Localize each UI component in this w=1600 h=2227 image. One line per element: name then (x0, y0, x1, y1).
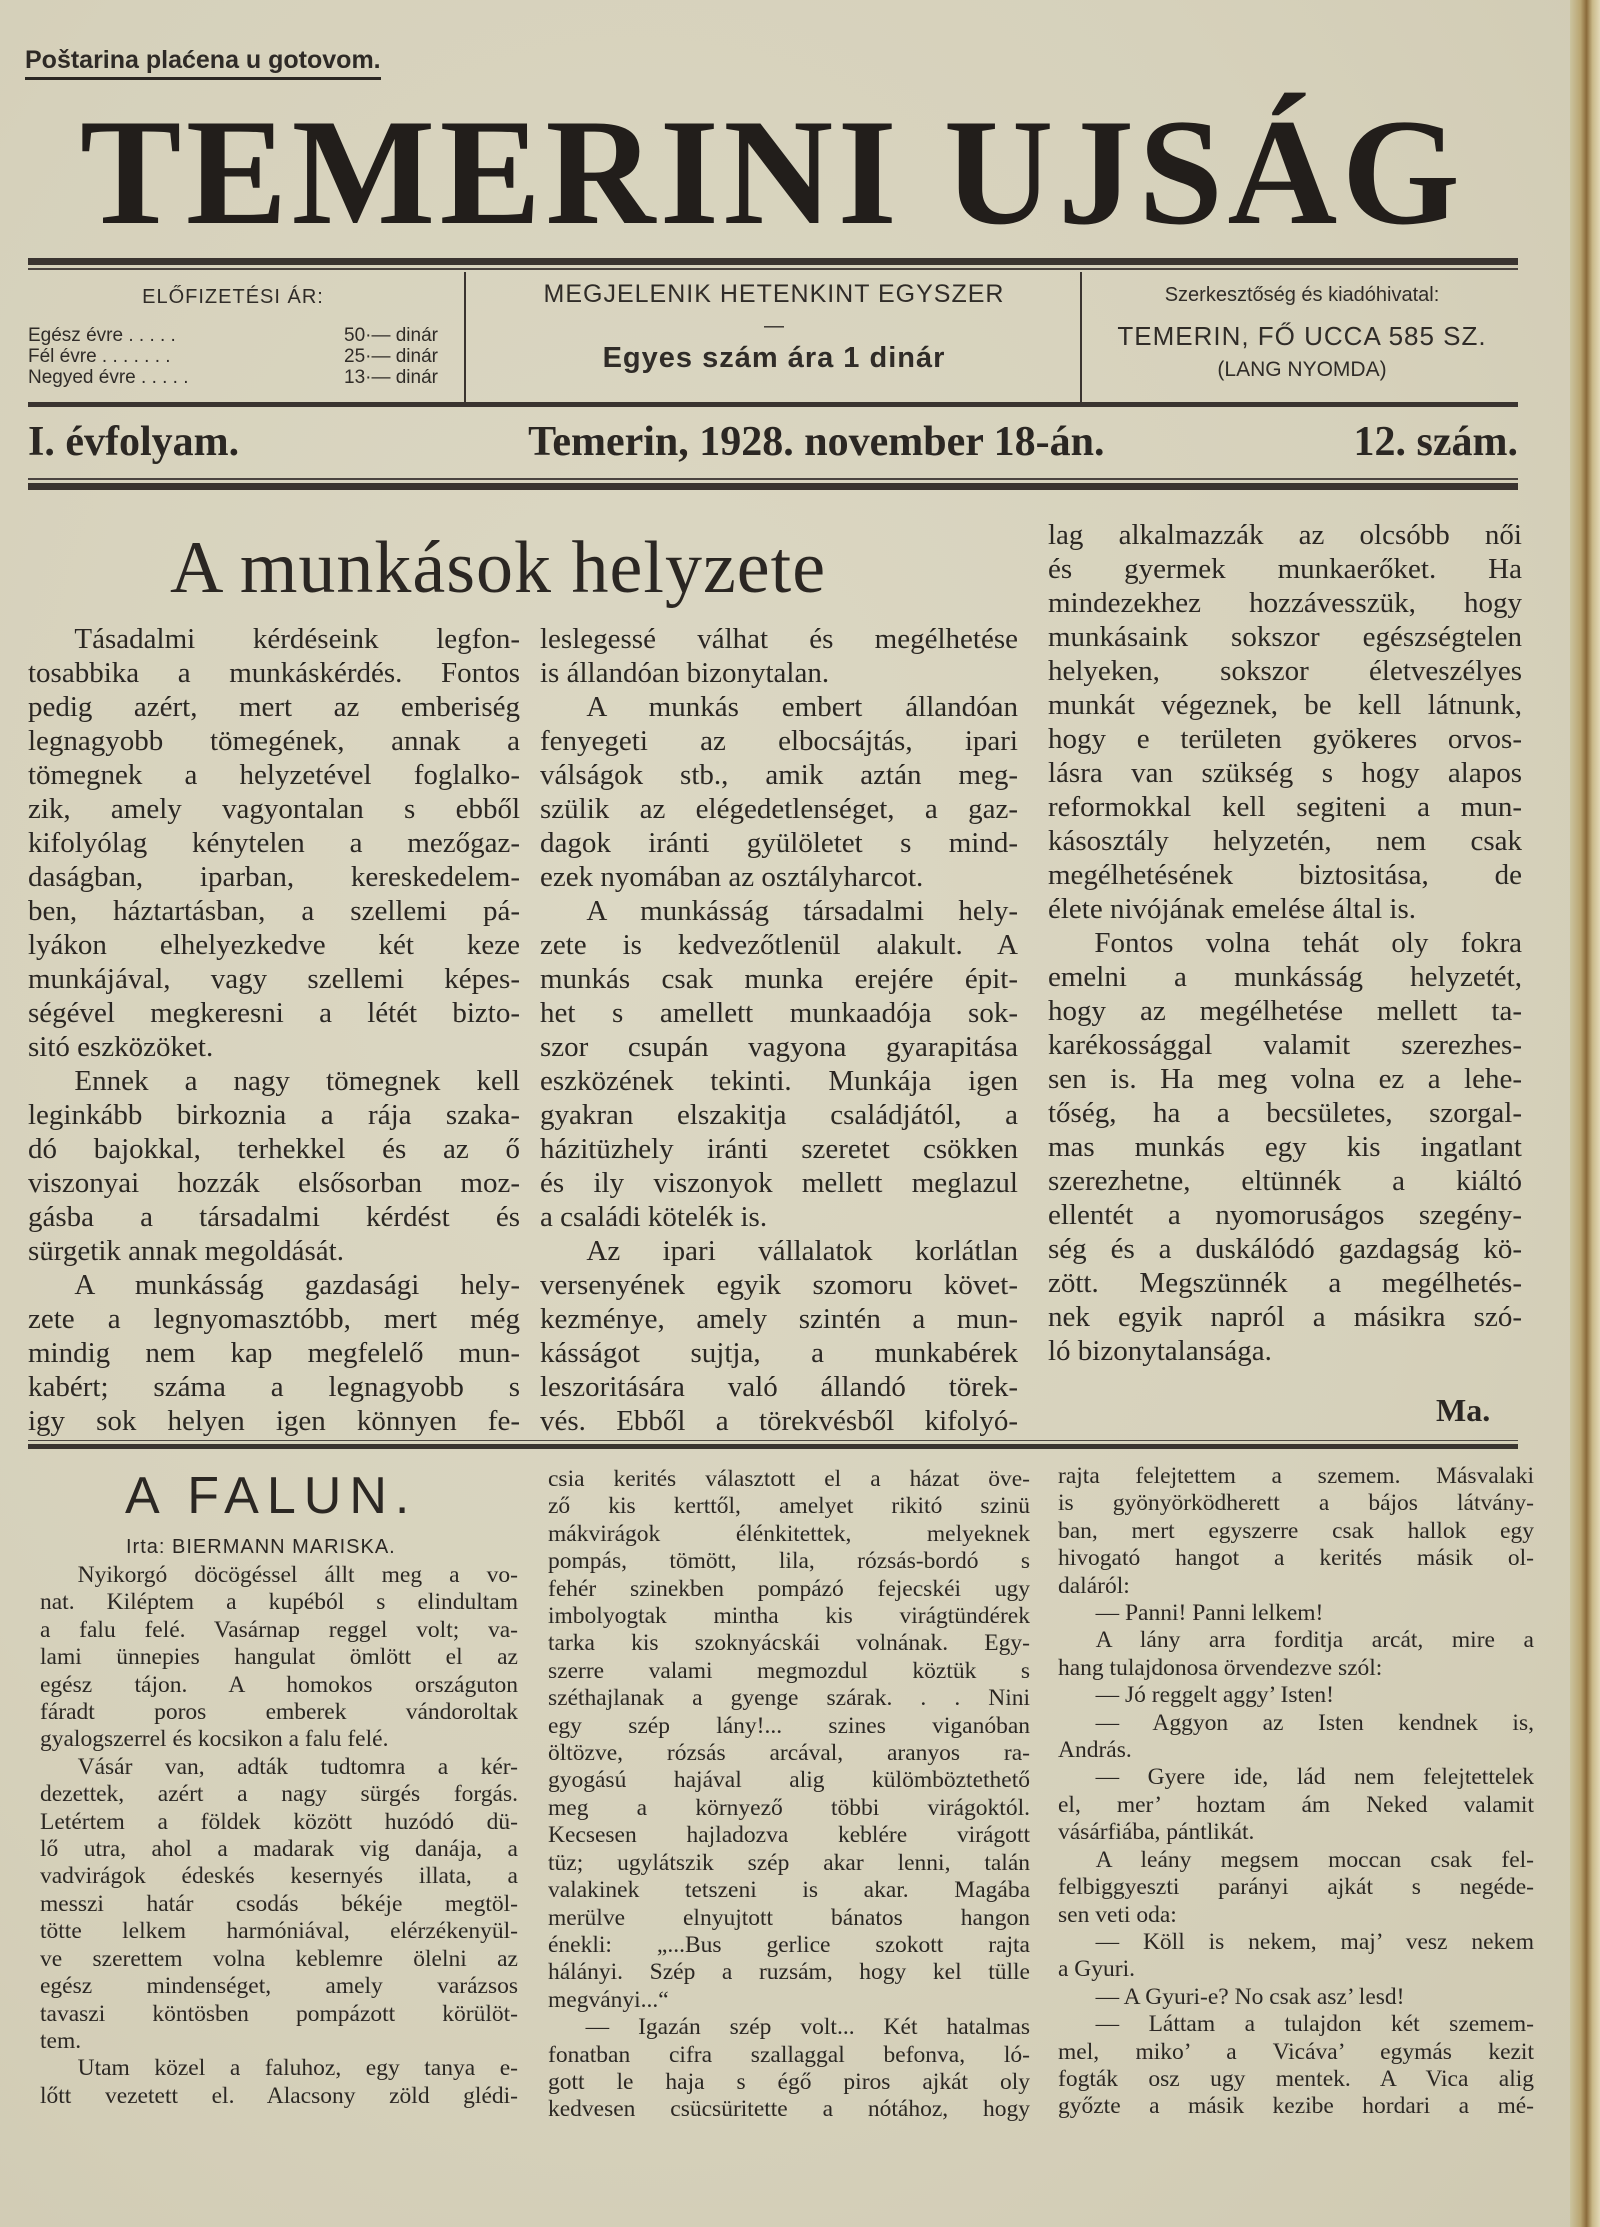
text-line: felbiggyeszti parányi ajkát s negéde- (1058, 1874, 1534, 1901)
text-line: zete is kedvezőtlenül alakult. A (540, 929, 1018, 961)
text-line: mas munkás egy kis ingatlant (1048, 1131, 1522, 1163)
paragraph (40, 2055, 518, 2110)
text-line: nat. Kiléptem a kupéból s elindultam (40, 1589, 518, 1616)
paragraph (1058, 1710, 1534, 1765)
text-line: dagok iránti gyülöletet s mind- (540, 827, 1018, 859)
text-line: tem. (40, 2027, 82, 2054)
text-line: gásba a társadalmi kérdést és (28, 1201, 520, 1233)
text-line: tosabbika a munkáskérdés. Fontos (28, 657, 520, 689)
text-line: a falu felé. Vasárnap reggel volt; va- (40, 1616, 518, 1643)
paragraph (1058, 1627, 1534, 1682)
text-line: valakinek tetszeni is akar. Magába (548, 1877, 1030, 1904)
text-line: fehér szinekben pompázó fejecskéi ugy (548, 1575, 1030, 1602)
text-line: élete nivójának emelése által is. (1048, 893, 1416, 925)
text-line: daságban, iparban, kereskedelem- (28, 861, 520, 893)
text-line: hálányi. Szép a ruzsám, hogy kel tülle (548, 1959, 1030, 1986)
text-line: — Aggyon az Isten kendnek is, (1095, 1709, 1534, 1736)
text-line: a Gyuri. (1058, 1956, 1136, 1983)
text-line: ló bizonytalansága. (1048, 1335, 1272, 1367)
text-line: karékossággal valamit szerezhes- (1048, 1029, 1522, 1061)
text-line: leszoritására való állandó törek- (540, 1371, 1018, 1403)
text-line: munkásaink sokszor egészségtelen (1048, 621, 1522, 653)
masthead-letter: I (837, 88, 897, 256)
text-line: igy sok helyen igen könnyen fe- (28, 1405, 520, 1437)
text-line: tavaszi köntösben pompázott körülöt- (40, 2000, 518, 2027)
text-line: vásárfiába, pántlikát. (1058, 1819, 1255, 1846)
text-line: fáradt poros emberek vándoroltak (40, 1699, 518, 1726)
text-line: ben, háztartásban, a szellemi pá- (28, 895, 520, 927)
text-line: András. (1058, 1737, 1132, 1764)
text-line: kásságot sujtja, a munkabérek (540, 1337, 1018, 1369)
printer-name: (LANG NYOMDA) (1217, 358, 1387, 381)
paragraph (28, 1064, 520, 1268)
text-line: egész tájon. A homokos országuton (40, 1671, 518, 1698)
text-line: — Jó reggelt aggy’ Isten! (1095, 1682, 1335, 1709)
rule-divider (28, 478, 1518, 490)
text-line: eszközének tekinti. Munkája igen (540, 1065, 1018, 1097)
paragraph (1058, 1929, 1534, 1984)
text-line: — Gyere ide, lád nem felejtettelek (1095, 1764, 1534, 1791)
price-row (28, 325, 438, 346)
text-line: és gyermek munkaerőket. Ha (1048, 553, 1522, 585)
masthead-letter: T (80, 88, 182, 256)
price-value: 25·— dinár (344, 346, 438, 367)
text-line: emelni a munkásság helyzetét, (1048, 961, 1522, 993)
text-line: versenyének egyik szomoru követ- (540, 1269, 1018, 1301)
masthead-title (80, 88, 1460, 256)
masthead-letter: S (1138, 88, 1223, 256)
text-line: imbolyogtak mintha kis virágtündérek (548, 1603, 1030, 1630)
text-line: meg a környező többi virágoktól. (548, 1794, 1030, 1821)
price-value: 13·— dinár (344, 367, 438, 388)
paragraph (540, 622, 1018, 690)
price-row (28, 346, 438, 367)
text-line: tarka kis szoknyácskái volnának. Egy- (548, 1630, 1030, 1657)
text-line: — A Gyuri-e? No csak asz’ lesd! (1095, 1983, 1405, 2010)
masthead-letter: E (185, 88, 288, 256)
text-line: egy szép lány!... szines viganóban (548, 1712, 1030, 1739)
text-line: munkát végeznek, be kell látnunk, (1048, 689, 1522, 721)
text-line: ző kis kerttől, amelyet rikitó szinü (548, 1493, 1030, 1520)
text-line: mákvirágok élénkitettek, melyeknek (548, 1520, 1030, 1547)
text-line: is állandóan bizonytalan. (540, 657, 830, 689)
text-line: A lány arra forditja arcát, mire a (1095, 1627, 1534, 1654)
masthead-letter: R (545, 88, 656, 256)
text-line: fonatban cifra szallaggal befonva, ló- (548, 2041, 1030, 2068)
text-line: munkás csak munka erejére épit- (540, 963, 1018, 995)
masthead-letter: E (439, 88, 542, 256)
text-line: dó bajokkal, terhekkel és az ő (28, 1133, 520, 1165)
masthead-letter (901, 92, 939, 252)
text-line: lami ünnepies hangulat ömlött el az (40, 1644, 518, 1671)
text-line: kedvesen csücsüritette a nótához, hogy (548, 2096, 1030, 2123)
article-signature: Ma. (1436, 1392, 1491, 1428)
text-line: munkájával, vagy szellemi képes- (28, 963, 520, 995)
text-line: kabért; száma a legnagyobb s (28, 1371, 520, 1403)
office-info (1084, 284, 1520, 382)
paragraph (540, 894, 1018, 1234)
single-price: Egyes szám ára 1 dinár (602, 342, 946, 374)
rule-divider (28, 1440, 1518, 1449)
paragraph (548, 2014, 1030, 2124)
text-line: mindezekhez hozzávesszük, hogy (1048, 587, 1522, 619)
paragraph (40, 1754, 518, 2055)
article-column (540, 622, 1018, 1438)
text-line: fenyegeti az elbocsájtás, ipari (540, 725, 1018, 757)
paragraph (540, 690, 1018, 894)
text-line: öltözve, rózsás arcával, aranyos ra- (548, 1740, 1030, 1767)
text-line: vés. Ebből a törekvésből kifolyó- (540, 1405, 1018, 1437)
text-line: ezek nyomában az osztályharcot. (540, 861, 924, 893)
subscription-heading: ELŐFIZETÉSI ÁR: (142, 286, 324, 308)
text-line: legnagyobb tömegének, annak a (28, 725, 520, 757)
text-line: tömegnek a helyzetével foglalko- (28, 759, 520, 791)
text-line: Az ipari vállalatok korlátlan (586, 1235, 1018, 1267)
text-line: reformokkal kell segiteni a mun- (1048, 791, 1522, 823)
text-line: Tásadalmi kérdéseink legfon- (74, 623, 520, 655)
rule-divider (28, 402, 1518, 407)
text-line: sen is. Ha meg volna ez a lehe- (1048, 1063, 1522, 1095)
text-line: szerre valami megmozdul köztük s (548, 1657, 1030, 1684)
text-line: ség és a duskálódó gazdagság kö- (1048, 1233, 1522, 1265)
paragraph (1058, 1463, 1534, 1600)
article-column (1048, 518, 1522, 1368)
paragraph (1058, 1682, 1534, 1709)
masthead-letter: M (291, 88, 436, 256)
masthead-letter: G (1341, 88, 1460, 256)
text-line: — Igazán szép volt... Két hatalmas (585, 2014, 1030, 2041)
text-line: lyákon elhelyezkedve két keze (28, 929, 520, 961)
text-line: hang tulajdonosa örvendezve szól: (1058, 1654, 1383, 1681)
text-line: mindig nem kap megfelelő mun- (28, 1337, 520, 1369)
text-line: tüz; ugylátszik szép akar lenni, talán (548, 1849, 1030, 1876)
price-label: Negyed évre . . . . . (28, 367, 189, 388)
publication-info (468, 280, 1080, 375)
rule-divider (28, 258, 1518, 270)
column-divider (1080, 272, 1082, 404)
text-line: Utam közel a faluhoz, egy tanya e- (77, 2055, 518, 2082)
masthead-letter: N (723, 88, 834, 256)
text-line: hogy az megélhetése mellett ta- (1048, 995, 1522, 1027)
text-line: fogták osz ugy mentek. A Vica alig (1058, 2065, 1534, 2092)
paragraph (1048, 926, 1522, 1368)
text-line: leginkább birkoznia a rája szaka- (28, 1099, 520, 1131)
text-line: Vásár van, adták tudtomra a kér- (77, 1753, 518, 1780)
text-line: kifolyólag kénytelen a mezőgaz- (28, 827, 520, 859)
text-line: szerezhetne, eltünnék a kiáltó (1048, 1165, 1522, 1197)
text-line: — Panni! Panni lelkem! (1095, 1600, 1324, 1627)
text-line: is gyönyörködherett a bájos látvány- (1058, 1490, 1534, 1517)
text-line: sen veti oda: (1058, 1901, 1177, 1928)
story-column (1058, 1463, 1534, 2121)
column-divider (464, 272, 466, 404)
text-line: hivogató hangot a kerités másik ol- (1058, 1545, 1534, 1572)
text-line: A munkásság társadalmi hely- (586, 895, 1018, 927)
text-line: sürgetik annak megoldását. (28, 1235, 344, 1267)
postage-note: Poštarina plaćena u gotovom. (25, 46, 381, 80)
text-line: tőség, ha a becsületes, szorgal- (1048, 1097, 1522, 1129)
paragraph (28, 1268, 520, 1438)
paragraph (1058, 2011, 1534, 2121)
paragraph (1058, 1984, 1534, 2011)
text-line: lő utra, ahol a madarak vig danája, a (40, 1836, 518, 1863)
text-line: válságok stb., amik aztán meg- (540, 759, 1018, 791)
story-title: A FALUN. (125, 1467, 418, 1525)
text-line: Fontos volna tehát oly fokra (1094, 927, 1522, 959)
text-line: hogy e területen gyökeres orvos- (1048, 723, 1522, 755)
text-line: kezménye, amely szintén a mun- (540, 1303, 1018, 1335)
issue-line (28, 418, 1518, 466)
paragraph (1048, 518, 1522, 926)
text-line: — Láttam a tulajdon két szemem- (1095, 2011, 1534, 2038)
text-line: daláról: (1058, 1572, 1130, 1599)
text-line: megélhetésének biztositása, de (1048, 859, 1522, 891)
text-line: a családi kötelék is. (540, 1201, 768, 1233)
text-line: énekli: „...Bus gerlice szokott rajta (548, 1931, 1030, 1958)
text-line: zik, amely vagyontalan s ebből (28, 793, 520, 825)
text-line: szor csupán vagyona gyarapitása (540, 1031, 1018, 1063)
story-column (548, 1466, 1030, 2124)
dash: — (764, 315, 784, 337)
text-line: het s amellett munkaadója sok- (540, 997, 1018, 1029)
paragraph (548, 1466, 1030, 2014)
text-line: csia kerités választott el a házat öve- (548, 1466, 1030, 1492)
office-address: TEMERIN, FŐ UCCA 585 SZ. (1117, 321, 1487, 351)
text-line: ségével megkeresni a létét bizto- (28, 997, 520, 1029)
text-line: A munkás embert állandóan (586, 691, 1018, 723)
article-title: A munkások helyzete (170, 527, 827, 609)
text-line: Letértem a földek között huzódó dü- (40, 1808, 518, 1835)
masthead-letter: J (1057, 88, 1134, 256)
paragraph (1058, 1764, 1534, 1846)
text-line: lőtt vezetett el. Alacsony zöld glédi- (40, 2082, 518, 2109)
page-edge (1570, 0, 1600, 2227)
text-line: szülik az elégedetlenséget, a gaz- (540, 793, 1018, 825)
text-line: pedig azért, mert az emberiség (28, 691, 520, 723)
text-line: megványi...“ (548, 1986, 669, 2013)
story-byline: Irta: BIERMANN MARISKA. (126, 1536, 396, 1558)
office-label: Szerkesztőség és kiadóhivatal: (1164, 284, 1440, 306)
text-line: Kecsesen hajladozva keblére virágott (548, 1822, 1030, 1849)
price-row (28, 367, 438, 388)
masthead-letter: U (943, 88, 1054, 256)
text-line: ellentét a nyomoruságos szegény- (1048, 1199, 1522, 1231)
paragraph (540, 1234, 1018, 1438)
text-line: házitüzhely iránti szeretet csökken (540, 1133, 1018, 1165)
text-line: tötte lelkem harmóniával, elérzékenyül- (40, 1918, 518, 1945)
text-line: lásra van szükség s hogy alapos (1048, 757, 1522, 789)
text-line: A munkásság gazdasági hely- (74, 1269, 520, 1301)
text-line: gyakran elszakitja családjától, a (540, 1099, 1018, 1131)
text-line: dezettek, azért a nagy sürgés forgás. (40, 1781, 518, 1808)
text-line: győzte a másik kezibe hordari a mé- (1058, 2093, 1534, 2120)
text-line: leslegessé válhat és megélhetése (540, 623, 1018, 655)
price-value: 50·— dinár (344, 325, 438, 346)
text-line: Nyikorgó döcögéssel állt meg a vo- (77, 1562, 518, 1588)
text-line: pompás, tömött, lila, rózsás-bordó s (548, 1548, 1030, 1575)
text-line: ban, mert egyszerre csak hallok egy (1058, 1517, 1534, 1544)
issue-number: 12. szám. (1353, 419, 1518, 465)
article-column (28, 622, 520, 1438)
text-line: és ily viszonyok mellett meglazul (540, 1167, 1018, 1199)
paragraph (1058, 1847, 1534, 1929)
text-line: egész mindenséget, amely varázsos (40, 1973, 518, 2000)
paragraph (40, 1562, 518, 1754)
text-line: széthajlanak a gyenge szárak. . . Nini (548, 1685, 1030, 1712)
issue-date: Temerin, 1928. november 18-án. (528, 419, 1105, 465)
text-line: sitó eszközöket. (28, 1031, 214, 1063)
text-line: zött. Megszünnék a megélhetés- (1048, 1267, 1522, 1299)
text-line: — Köll is nekem, maj’ vesz nekem (1095, 1928, 1534, 1955)
text-line: merülve elnyujtott bánatos hangon (548, 1904, 1030, 1931)
text-line: vadvirágok édeskés kesernyés illata, a (40, 1863, 518, 1890)
story-column (40, 1562, 518, 2110)
price-label: Egész évre . . . . . (28, 325, 176, 346)
paragraph (1058, 1600, 1534, 1627)
text-line: lag alkalmazzák az olcsóbb női (1048, 519, 1522, 551)
text-line: helyeken, sokszor életveszélyes (1048, 655, 1522, 687)
text-line: zete a legnyomasztóbb, mert még (28, 1303, 520, 1335)
text-line: nek egyik napról a másikra szó- (1048, 1301, 1522, 1333)
text-line: messzi határ csodás békéje megtöl- (40, 1890, 518, 1917)
text-line: Ennek a nagy tömegnek kell (74, 1065, 520, 1097)
masthead-letter: I (659, 88, 719, 256)
paragraph (28, 622, 520, 1064)
text-line: A leány megsem moccan csak fel- (1095, 1846, 1534, 1873)
volume-label: I. évfolyam. (28, 419, 240, 465)
text-line: ve szerettem volna keblemre ölelni az (40, 1945, 518, 1972)
text-line: el, mer’ hoztam ám Neked valamit (1058, 1791, 1534, 1818)
text-line: viszonyai hozzák elsősorban moz- (28, 1167, 520, 1199)
subscription-box (28, 286, 438, 388)
price-label: Fél évre . . . . . . . (28, 346, 171, 367)
frequency-text: MEGJELENIK HETENKINT EGYSZER (543, 280, 1005, 308)
text-line: rajta felejtettem a szemem. Másvalaki (1058, 1463, 1534, 1489)
text-line: gott le haja s égő piros ajkát oly (548, 2068, 1030, 2095)
masthead-letter: Á (1227, 88, 1338, 256)
text-line: gyogású hajával alig külömböztethető (548, 1767, 1030, 1794)
text-line: mel, miko’ a Vicáva’ egymás kezit (1058, 2038, 1534, 2065)
text-line: gyalogszerrel és kocsikon a falu felé. (40, 1726, 389, 1753)
text-line: kásosztály helyzetén, nem csak (1048, 825, 1522, 857)
